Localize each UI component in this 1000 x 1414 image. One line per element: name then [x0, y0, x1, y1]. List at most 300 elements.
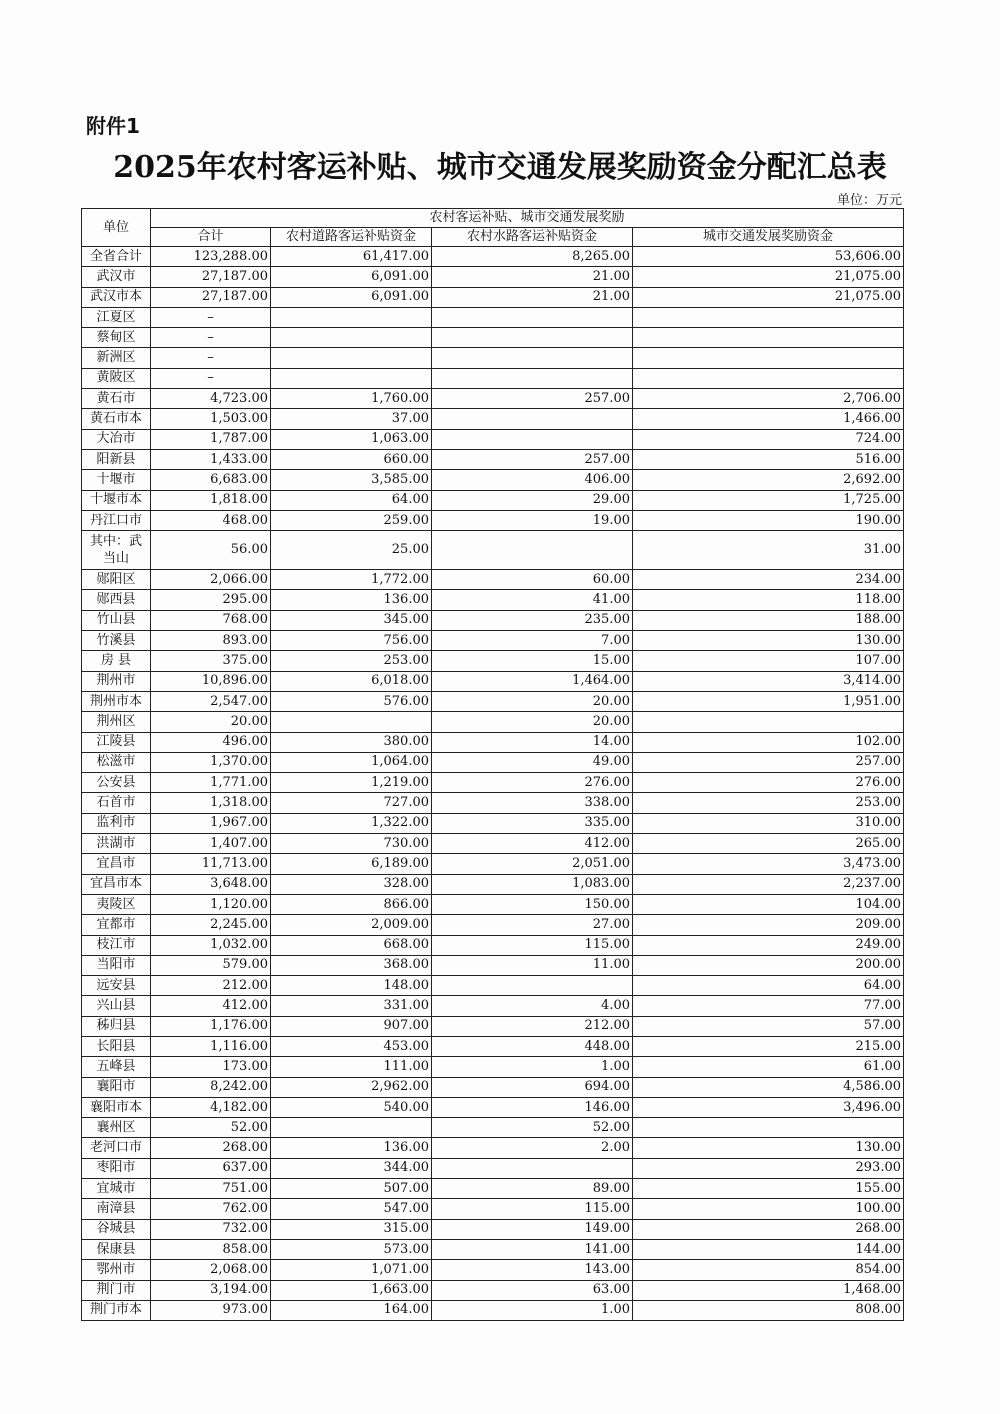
value-cell: 37.00 — [271, 409, 432, 429]
value-cell: 1,787.00 — [151, 429, 271, 449]
value-cell — [432, 368, 633, 388]
region-cell: 阳新县 — [82, 449, 151, 469]
value-cell: 293.00 — [633, 1158, 904, 1178]
value-cell: 64.00 — [633, 976, 904, 996]
value-cell: 19.00 — [432, 510, 633, 530]
table-row — [82, 793, 904, 813]
region-cell: 郧西县 — [82, 590, 151, 610]
value-cell: 41.00 — [432, 590, 633, 610]
value-cell: 3,414.00 — [633, 671, 904, 691]
value-cell: 265.00 — [633, 834, 904, 854]
value-cell: 1,370.00 — [151, 752, 271, 772]
table-row — [82, 1016, 904, 1036]
value-cell: 854.00 — [633, 1260, 904, 1280]
value-cell: 547.00 — [271, 1199, 432, 1219]
value-cell: 973.00 — [151, 1300, 271, 1320]
value-cell: 141.00 — [432, 1239, 633, 1259]
value-cell: 25.00 — [271, 531, 432, 570]
document-title: 2025年农村客运补贴、城市交通发展奖励资金分配汇总表 — [113, 150, 887, 185]
value-cell: 102.00 — [633, 732, 904, 752]
region-cell: 荆门市 — [82, 1280, 151, 1300]
value-cell: 1,468.00 — [633, 1280, 904, 1300]
value-cell: 164.00 — [271, 1300, 432, 1320]
region-cell: 宜城市 — [82, 1179, 151, 1199]
region-cell: 全省合计 — [82, 247, 151, 267]
region-cell: 老河口市 — [82, 1138, 151, 1158]
table-row — [82, 976, 904, 996]
value-cell: 4.00 — [432, 996, 633, 1016]
region-cell: 襄阳市本 — [82, 1097, 151, 1117]
value-cell: 253.00 — [271, 651, 432, 671]
value-cell: – — [151, 328, 271, 348]
value-cell: 1,116.00 — [151, 1036, 271, 1056]
table-body — [82, 247, 904, 1321]
value-cell: 11.00 — [432, 955, 633, 975]
value-cell: – — [151, 368, 271, 388]
value-cell: 6,189.00 — [271, 854, 432, 874]
value-cell: 2,066.00 — [151, 570, 271, 590]
value-cell: 368.00 — [271, 955, 432, 975]
value-cell: 3,473.00 — [633, 854, 904, 874]
value-cell: 257.00 — [432, 389, 633, 409]
region-cell: 谷城县 — [82, 1219, 151, 1239]
value-cell: 573.00 — [271, 1239, 432, 1259]
value-cell: 295.00 — [151, 590, 271, 610]
table-row — [82, 1179, 904, 1199]
table-row — [82, 834, 904, 854]
value-cell: 6,091.00 — [271, 287, 432, 307]
table-row — [82, 470, 904, 490]
value-cell — [432, 531, 633, 570]
value-cell: 345.00 — [271, 610, 432, 630]
value-cell: 276.00 — [633, 773, 904, 793]
region-cell: 荆州市 — [82, 671, 151, 691]
value-cell — [432, 976, 633, 996]
value-cell: 60.00 — [432, 570, 633, 590]
table-row — [82, 651, 904, 671]
value-cell: 2,706.00 — [633, 389, 904, 409]
value-cell: 406.00 — [432, 470, 633, 490]
value-cell: 215.00 — [633, 1036, 904, 1056]
value-cell: 1,071.00 — [271, 1260, 432, 1280]
value-cell: 100.00 — [633, 1199, 904, 1219]
region-cell: 公安县 — [82, 773, 151, 793]
table-row — [82, 307, 904, 327]
region-cell: 襄阳市 — [82, 1077, 151, 1097]
value-cell: 188.00 — [633, 610, 904, 630]
value-cell: 111.00 — [271, 1057, 432, 1077]
table-row — [82, 1199, 904, 1219]
value-cell: 77.00 — [633, 996, 904, 1016]
region-cell: 夷陵区 — [82, 894, 151, 914]
region-cell: 当阳市 — [82, 955, 151, 975]
value-cell: 1,760.00 — [271, 389, 432, 409]
value-cell: 1.00 — [432, 1300, 633, 1320]
value-cell: 576.00 — [271, 691, 432, 711]
value-cell: 1,318.00 — [151, 793, 271, 813]
value-cell — [432, 348, 633, 368]
value-cell: 1,219.00 — [271, 773, 432, 793]
value-cell: 8,242.00 — [151, 1077, 271, 1097]
table-row — [82, 752, 904, 772]
region-cell: 竹山县 — [82, 610, 151, 630]
region-cell: 秭归县 — [82, 1016, 151, 1036]
table-row — [82, 955, 904, 975]
region-cell: 五峰县 — [82, 1057, 151, 1077]
value-cell: 104.00 — [633, 894, 904, 914]
region-cell: 武汉市本 — [82, 287, 151, 307]
table-row — [82, 247, 904, 267]
table-row — [82, 1260, 904, 1280]
region-cell: 长阳县 — [82, 1036, 151, 1056]
table-row — [82, 915, 904, 935]
header-total: 合计 — [151, 228, 271, 247]
region-cell: 其中：武当山 — [82, 531, 151, 570]
value-cell: 1,818.00 — [151, 490, 271, 510]
value-cell: – — [151, 307, 271, 327]
value-cell: 52.00 — [151, 1118, 271, 1138]
value-cell: 338.00 — [432, 793, 633, 813]
value-cell: 1,032.00 — [151, 935, 271, 955]
value-cell: 730.00 — [271, 834, 432, 854]
value-cell: 1,322.00 — [271, 813, 432, 833]
value-cell: 21,075.00 — [633, 287, 904, 307]
region-cell: 丹江口市 — [82, 510, 151, 530]
table-row — [82, 287, 904, 307]
region-cell: 江夏区 — [82, 307, 151, 327]
value-cell: 3,496.00 — [633, 1097, 904, 1117]
value-cell: 173.00 — [151, 1057, 271, 1077]
table-row — [82, 1280, 904, 1300]
table-row — [82, 429, 904, 449]
value-cell: 2,009.00 — [271, 915, 432, 935]
value-cell: 2,051.00 — [432, 854, 633, 874]
region-cell: 监利市 — [82, 813, 151, 833]
value-cell — [633, 328, 904, 348]
value-cell — [633, 1118, 904, 1138]
value-cell: 136.00 — [271, 590, 432, 610]
value-cell: 257.00 — [432, 449, 633, 469]
value-cell: 4,723.00 — [151, 389, 271, 409]
value-cell: 2,237.00 — [633, 874, 904, 894]
value-cell: 56.00 — [151, 531, 271, 570]
header-rural-water: 农村水路客运补贴资金 — [432, 228, 633, 247]
table-row — [82, 671, 904, 691]
value-cell: 212.00 — [151, 976, 271, 996]
region-cell: 鄂州市 — [82, 1260, 151, 1280]
table-row — [82, 874, 904, 894]
value-cell: 2,692.00 — [633, 470, 904, 490]
table-row — [82, 368, 904, 388]
value-cell: 7.00 — [432, 631, 633, 651]
table-row — [82, 631, 904, 651]
value-cell: 1,503.00 — [151, 409, 271, 429]
value-cell: 27.00 — [432, 915, 633, 935]
value-cell: 146.00 — [432, 1097, 633, 1117]
value-cell: 11,713.00 — [151, 854, 271, 874]
value-cell: 516.00 — [633, 449, 904, 469]
value-cell — [633, 348, 904, 368]
value-cell: 27,187.00 — [151, 287, 271, 307]
value-cell: 268.00 — [633, 1219, 904, 1239]
value-cell: 52.00 — [432, 1118, 633, 1138]
value-cell: 1,083.00 — [432, 874, 633, 894]
value-cell: – — [151, 348, 271, 368]
value-cell: 2,547.00 — [151, 691, 271, 711]
table-row — [82, 1036, 904, 1056]
value-cell: 149.00 — [432, 1219, 633, 1239]
value-cell: 115.00 — [432, 935, 633, 955]
value-cell: 144.00 — [633, 1239, 904, 1259]
table-row — [82, 1057, 904, 1077]
region-cell: 南漳县 — [82, 1199, 151, 1219]
value-cell: 118.00 — [633, 590, 904, 610]
value-cell: 64.00 — [271, 490, 432, 510]
attachment-label: 附件1 — [86, 114, 140, 138]
value-cell: 768.00 — [151, 610, 271, 630]
table-row — [82, 691, 904, 711]
value-cell: 1,466.00 — [633, 409, 904, 429]
value-cell: 190.00 — [633, 510, 904, 530]
value-cell: 1,464.00 — [432, 671, 633, 691]
value-cell: 20.00 — [432, 691, 633, 711]
region-cell: 黄石市本 — [82, 409, 151, 429]
value-cell: 732.00 — [151, 1219, 271, 1239]
value-cell: 6,091.00 — [271, 267, 432, 287]
value-cell — [633, 712, 904, 732]
value-cell: 1,407.00 — [151, 834, 271, 854]
value-cell — [271, 348, 432, 368]
value-cell: 2,068.00 — [151, 1260, 271, 1280]
value-cell: 468.00 — [151, 510, 271, 530]
value-cell: 155.00 — [633, 1179, 904, 1199]
region-cell: 宜都市 — [82, 915, 151, 935]
header-urban-award: 城市交通发展奖励资金 — [633, 228, 904, 247]
value-cell: 380.00 — [271, 732, 432, 752]
table-row — [82, 531, 904, 570]
value-cell: 1,433.00 — [151, 449, 271, 469]
value-cell: 808.00 — [633, 1300, 904, 1320]
value-cell: 150.00 — [432, 894, 633, 914]
value-cell: 694.00 — [432, 1077, 633, 1097]
value-cell: 209.00 — [633, 915, 904, 935]
region-cell: 郧阳区 — [82, 570, 151, 590]
value-cell: 200.00 — [633, 955, 904, 975]
region-cell: 十堰市本 — [82, 490, 151, 510]
region-cell: 武汉市 — [82, 267, 151, 287]
value-cell — [432, 409, 633, 429]
region-cell: 襄州区 — [82, 1118, 151, 1138]
value-cell: 15.00 — [432, 651, 633, 671]
value-cell: 579.00 — [151, 955, 271, 975]
header-group: 农村客运补贴、城市交通发展奖励 — [151, 209, 904, 228]
table-row — [82, 490, 904, 510]
region-cell: 保康县 — [82, 1239, 151, 1259]
allocation-table — [81, 208, 904, 1321]
value-cell: 1,967.00 — [151, 813, 271, 833]
table-row — [82, 712, 904, 732]
table-row — [82, 996, 904, 1016]
value-cell — [271, 1118, 432, 1138]
value-cell: 1,725.00 — [633, 490, 904, 510]
unit-label: 单位：万元 — [836, 193, 902, 208]
value-cell — [432, 1158, 633, 1178]
region-cell: 枣阳市 — [82, 1158, 151, 1178]
value-cell: 143.00 — [432, 1260, 633, 1280]
value-cell: 20.00 — [151, 712, 271, 732]
value-cell: 31.00 — [633, 531, 904, 570]
value-cell: 61,417.00 — [271, 247, 432, 267]
value-cell: 276.00 — [432, 773, 633, 793]
region-cell: 竹溪县 — [82, 631, 151, 651]
value-cell: 53,606.00 — [633, 247, 904, 267]
value-cell: 63.00 — [432, 1280, 633, 1300]
value-cell: 1,951.00 — [633, 691, 904, 711]
value-cell: 375.00 — [151, 651, 271, 671]
table-row — [82, 1077, 904, 1097]
value-cell: 668.00 — [271, 935, 432, 955]
value-cell: 235.00 — [432, 610, 633, 630]
table-row — [82, 854, 904, 874]
value-cell: 6,683.00 — [151, 470, 271, 490]
value-cell: 61.00 — [633, 1057, 904, 1077]
value-cell: 3,194.00 — [151, 1280, 271, 1300]
value-cell — [633, 368, 904, 388]
region-cell: 宜昌市本 — [82, 874, 151, 894]
region-cell: 荆州市本 — [82, 691, 151, 711]
value-cell: 4,586.00 — [633, 1077, 904, 1097]
table-row — [82, 1158, 904, 1178]
value-cell: 4,182.00 — [151, 1097, 271, 1117]
value-cell: 2,245.00 — [151, 915, 271, 935]
table-row — [82, 1300, 904, 1320]
value-cell: 20.00 — [432, 712, 633, 732]
value-cell: 310.00 — [633, 813, 904, 833]
value-cell: 123,288.00 — [151, 247, 271, 267]
value-cell: 328.00 — [271, 874, 432, 894]
value-cell: 115.00 — [432, 1199, 633, 1219]
value-cell: 1,064.00 — [271, 752, 432, 772]
value-cell: 344.00 — [271, 1158, 432, 1178]
value-cell: 268.00 — [151, 1138, 271, 1158]
value-cell: 893.00 — [151, 631, 271, 651]
value-cell: 660.00 — [271, 449, 432, 469]
value-cell: 130.00 — [633, 1138, 904, 1158]
table-row — [82, 1118, 904, 1138]
region-cell: 房 县 — [82, 651, 151, 671]
value-cell: 27,187.00 — [151, 267, 271, 287]
region-cell: 黄陂区 — [82, 368, 151, 388]
value-cell: 762.00 — [151, 1199, 271, 1219]
table-row — [82, 389, 904, 409]
region-cell: 新洲区 — [82, 348, 151, 368]
value-cell: 1.00 — [432, 1057, 633, 1077]
table-row — [82, 1219, 904, 1239]
region-cell: 枝江市 — [82, 935, 151, 955]
value-cell: 637.00 — [151, 1158, 271, 1178]
table-row — [82, 1239, 904, 1259]
value-cell: 29.00 — [432, 490, 633, 510]
value-cell: 507.00 — [271, 1179, 432, 1199]
value-cell: 253.00 — [633, 793, 904, 813]
value-cell: 148.00 — [271, 976, 432, 996]
value-cell: 2.00 — [432, 1138, 633, 1158]
table-row — [82, 590, 904, 610]
table-row — [82, 1097, 904, 1117]
value-cell: 540.00 — [271, 1097, 432, 1117]
table-row — [82, 1138, 904, 1158]
value-cell: 448.00 — [432, 1036, 633, 1056]
value-cell: 907.00 — [271, 1016, 432, 1036]
region-cell: 大冶市 — [82, 429, 151, 449]
table-row — [82, 267, 904, 287]
value-cell: 866.00 — [271, 894, 432, 914]
value-cell: 8,265.00 — [432, 247, 633, 267]
table-row — [82, 610, 904, 630]
value-cell — [432, 307, 633, 327]
region-cell: 荆门市本 — [82, 1300, 151, 1320]
value-cell: 1,663.00 — [271, 1280, 432, 1300]
value-cell — [271, 307, 432, 327]
region-cell: 宜昌市 — [82, 854, 151, 874]
table-row — [82, 935, 904, 955]
header-unit: 单位 — [82, 209, 151, 247]
value-cell: 234.00 — [633, 570, 904, 590]
value-cell: 1,771.00 — [151, 773, 271, 793]
region-cell: 蔡甸区 — [82, 328, 151, 348]
table-row — [82, 570, 904, 590]
value-cell — [432, 328, 633, 348]
value-cell: 3,648.00 — [151, 874, 271, 894]
value-cell — [271, 712, 432, 732]
header-rural-road: 农村道路客运补贴资金 — [271, 228, 432, 247]
value-cell: 858.00 — [151, 1239, 271, 1259]
region-cell: 兴山县 — [82, 996, 151, 1016]
value-cell: 1,063.00 — [271, 429, 432, 449]
value-cell: 412.00 — [432, 834, 633, 854]
table-row — [82, 510, 904, 530]
value-cell: 49.00 — [432, 752, 633, 772]
value-cell: 335.00 — [432, 813, 633, 833]
region-cell: 江陵县 — [82, 732, 151, 752]
region-cell: 洪湖市 — [82, 834, 151, 854]
value-cell: 10,896.00 — [151, 671, 271, 691]
value-cell: 249.00 — [633, 935, 904, 955]
value-cell: 727.00 — [271, 793, 432, 813]
value-cell — [432, 429, 633, 449]
value-cell: 107.00 — [633, 651, 904, 671]
table-row — [82, 328, 904, 348]
region-cell: 远安县 — [82, 976, 151, 996]
value-cell: 496.00 — [151, 732, 271, 752]
table-row — [82, 732, 904, 752]
value-cell: 315.00 — [271, 1219, 432, 1239]
region-cell: 十堰市 — [82, 470, 151, 490]
table-row — [82, 813, 904, 833]
table-row — [82, 449, 904, 469]
value-cell: 3,585.00 — [271, 470, 432, 490]
value-cell: 21,075.00 — [633, 267, 904, 287]
value-cell: 57.00 — [633, 1016, 904, 1036]
value-cell: 2,962.00 — [271, 1077, 432, 1097]
value-cell: 130.00 — [633, 631, 904, 651]
table-row — [82, 894, 904, 914]
value-cell: 14.00 — [432, 732, 633, 752]
value-cell: 453.00 — [271, 1036, 432, 1056]
value-cell: 212.00 — [432, 1016, 633, 1036]
value-cell: 1,120.00 — [151, 894, 271, 914]
value-cell: 751.00 — [151, 1179, 271, 1199]
